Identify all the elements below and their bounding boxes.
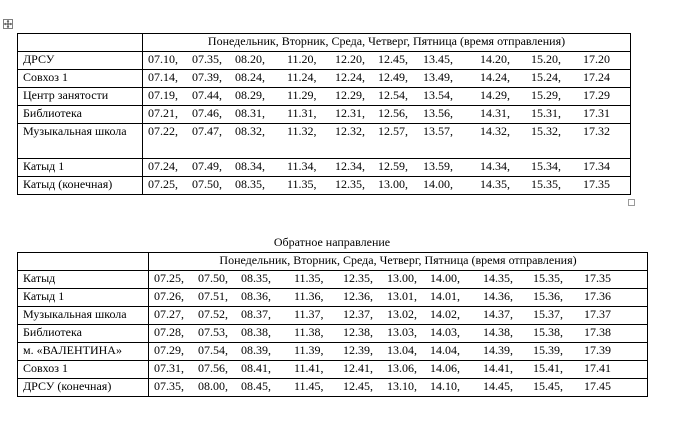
departure-time: 17.35 [584,271,611,285]
departure-time: 12.32, [335,124,365,138]
table-header-row [18,253,648,271]
departure-times-list [154,325,642,339]
table-resize-handle[interactable] [628,199,635,206]
departure-time: 14.29, [480,88,510,102]
departure-time: 14.01, [430,289,460,303]
departure-time: 14.02, [430,307,460,321]
departure-time: 07.24, [148,159,178,173]
departure-time: 08.37, [241,307,271,321]
table-row [18,271,648,289]
departure-time: 07.22, [148,124,178,138]
departure-time: 14.35, [480,177,510,191]
stop-name-cell: Библиотека [18,106,143,124]
departure-time: 07.31, [154,361,184,375]
departure-time: 13.54, [423,88,453,102]
departure-time: 11.41, [294,361,324,375]
departure-time: 17.39 [584,343,611,357]
departure-time: 17.34 [583,159,610,173]
stop-name-cell: Библиотека [18,325,149,343]
departure-time: 17.45 [584,379,611,393]
departure-times-cell [143,124,631,159]
departure-time: 07.50, [198,271,228,285]
departure-time: 07.54, [198,343,228,357]
departure-time: 12.34, [335,159,365,173]
departure-time: 13.56, [423,106,453,120]
departure-time: 14.45, [483,379,513,393]
departure-time: 13.06, [387,361,417,375]
departure-time: 17.29 [583,88,610,102]
departure-time: 08.35, [241,271,271,285]
departure-time: 08.41, [241,361,271,375]
stop-name-cell: Катыд 1 [18,159,143,177]
stop-name-cell: Катыд (конечная) [18,177,143,195]
departure-time: 07.25, [154,271,184,285]
departure-time: 14.38, [483,325,513,339]
departure-time: 07.56, [198,361,228,375]
departure-time: 08.24, [235,70,265,84]
table-row [18,52,631,70]
departure-time: 11.39, [294,343,324,357]
departure-time: 15.37, [533,307,563,321]
stop-name-cell: ДРСУ [18,52,143,70]
departure-time: 13.49, [423,70,453,84]
departure-time: 15.35, [533,271,563,285]
departure-time: 14.20, [480,52,510,66]
departure-time: 13.59, [423,159,453,173]
departure-time: 17.32 [583,124,610,138]
departure-times-cell [143,52,631,70]
stop-name-cell: Катыд [18,271,149,289]
departure-time: 15.36, [533,289,563,303]
departure-time: 15.24, [531,70,561,84]
departure-time: 12.20, [335,52,365,66]
departure-time: 17.38 [584,325,611,339]
table-row [18,361,648,379]
departure-time: 07.51, [198,289,228,303]
departure-time: 12.29, [335,88,365,102]
departure-time: 14.24, [480,70,510,84]
departure-time: 07.46, [192,106,222,120]
stop-name-cell: Центр занятости [18,88,143,106]
departure-time: 11.35, [287,177,317,191]
departure-time: 12.59, [378,159,408,173]
departure-time: 11.31, [287,106,317,120]
departure-times-cell [149,379,648,397]
stop-name-cell: м. «ВАЛЕНТИНА» [18,343,149,361]
stop-name-cell: Музыкальная школа [18,124,143,159]
table-row [18,70,631,88]
departure-time: 08.38, [241,325,271,339]
departure-time: 15.38, [533,325,563,339]
departure-time: 12.35, [343,271,373,285]
departure-time: 15.41, [533,361,563,375]
departure-time: 15.45, [533,379,563,393]
departure-time: 12.37, [343,307,373,321]
departure-times-list [148,124,625,138]
departure-time: 07.25, [148,177,178,191]
departure-time: 14.36, [483,289,513,303]
departure-time: 08.45, [241,379,271,393]
departure-time: 07.21, [148,106,178,120]
table-row [18,343,648,361]
departure-time: 17.37 [584,307,611,321]
departure-time: 14.37, [483,307,513,321]
departure-times-list [148,70,625,84]
departure-times-cell [143,88,631,106]
departure-time: 14.34, [480,159,510,173]
departure-time: 13.10, [387,379,417,393]
move-arrows-icon [4,20,12,28]
table-row [18,106,631,124]
departure-time: 12.36, [343,289,373,303]
departure-time: 07.39, [192,70,222,84]
table-row [18,88,631,106]
departure-time: 11.45, [294,379,324,393]
departure-time: 08.35, [235,177,265,191]
departure-time: 15.31, [531,106,561,120]
table-row [18,307,648,325]
departure-time: 13.02, [387,307,417,321]
reverse-direction-caption: Обратное направление [273,235,391,249]
departure-times-list [148,52,625,66]
departure-times-cell [149,325,648,343]
departure-time: 14.06, [430,361,460,375]
reverse-table-body [18,253,648,397]
stop-name-cell: Совхоз 1 [18,361,149,379]
schedule-table-forward [17,33,631,195]
departure-time: 14.00, [423,177,453,191]
departure-time: 14.31, [480,106,510,120]
departure-time: 07.44, [192,88,222,102]
departure-time: 07.27, [154,307,184,321]
departure-times-list [154,307,642,321]
departure-time: 13.45, [423,52,453,66]
departure-time: 14.39, [483,343,513,357]
departure-times-cell [149,271,648,289]
departure-time: 15.34, [531,159,561,173]
departure-time: 12.31, [335,106,365,120]
departure-times-list [148,159,625,173]
departure-time: 08.36, [241,289,271,303]
departure-time: 11.38, [294,325,324,339]
departure-time: 15.20, [531,52,561,66]
departure-time: 08.31, [235,106,265,120]
departure-time: 12.41, [343,361,373,375]
departure-time: 13.03, [387,325,417,339]
departure-time: 14.41, [483,361,513,375]
departure-time: 08.00, [198,379,228,393]
departure-time: 13.00, [378,177,408,191]
departure-time: 11.34, [287,159,317,173]
departure-times-cell [143,106,631,124]
departure-time: 07.19, [148,88,178,102]
departure-time: 15.35, [531,177,561,191]
departure-time: 15.39, [533,343,563,357]
weekday-header: Понедельник, Вторник, Среда, Четверг, Пятница (время отправления) [143,34,631,52]
departure-time: 11.32, [287,124,317,138]
departure-time: 07.47, [192,124,222,138]
departure-time: 13.00, [387,271,417,285]
departure-time: 17.35 [583,177,610,191]
departure-time: 11.35, [294,271,324,285]
table-row [18,379,648,397]
departure-time: 11.36, [294,289,324,303]
departure-time: 17.20 [583,52,610,66]
departure-time: 08.29, [235,88,265,102]
departure-times-list [154,361,642,375]
header-corner-cell [18,253,149,271]
departure-time: 15.29, [531,88,561,102]
schedule-table-reverse [17,252,648,397]
stop-name-cell: Катыд 1 [18,289,149,307]
table-row [18,124,631,159]
departure-time: 12.24, [335,70,365,84]
stop-name-cell: Музыкальная школа [18,307,149,325]
forward-table-body [18,34,631,195]
table-row [18,325,648,343]
departure-time: 07.10, [148,52,178,66]
table-header-row [18,34,631,52]
departure-time: 13.01, [387,289,417,303]
departure-time: 08.20, [235,52,265,66]
departure-times-cell [149,289,648,307]
departure-time: 07.26, [154,289,184,303]
departure-time: 14.32, [480,124,510,138]
departure-time: 11.29, [287,88,317,102]
departure-time: 07.35, [154,379,184,393]
departure-time: 14.35, [483,271,513,285]
header-corner-cell [18,34,143,52]
departure-time: 13.04, [387,343,417,357]
departure-times-list [154,343,642,357]
departure-time: 12.45, [343,379,373,393]
departure-time: 12.45, [378,52,408,66]
departure-times-list [154,379,642,393]
departure-time: 15.32, [531,124,561,138]
departure-time: 12.49, [378,70,408,84]
departure-times-list [154,271,642,285]
departure-time: 08.32, [235,124,265,138]
stop-name-cell: Совхоз 1 [18,70,143,88]
departure-time: 14.10, [430,379,460,393]
departure-times-cell [149,307,648,325]
departure-time: 07.14, [148,70,178,84]
departure-time: 12.54, [378,88,408,102]
departure-times-cell [143,177,631,195]
departure-time: 17.24 [583,70,610,84]
departure-time: 08.34, [235,159,265,173]
departure-times-cell [149,361,648,379]
table-row [18,177,631,195]
departure-time: 11.20, [287,52,317,66]
departure-time: 14.00, [430,271,460,285]
departure-times-list [148,88,625,102]
departure-time: 12.35, [335,177,365,191]
departure-time: 12.56, [378,106,408,120]
departure-times-cell [143,70,631,88]
departure-time: 17.41 [584,361,611,375]
stop-name-cell: ДРСУ (конечная) [18,379,149,397]
departure-time: 17.36 [584,289,611,303]
table-move-handle[interactable] [3,19,13,29]
departure-time: 07.28, [154,325,184,339]
departure-time: 07.29, [154,343,184,357]
table-row [18,159,631,177]
departure-time: 07.49, [192,159,222,173]
departure-time: 07.50, [192,177,222,191]
departure-time: 13.57, [423,124,453,138]
weekday-header: Понедельник, Вторник, Среда, Четверг, Пятница (время отправления) [149,253,648,271]
departure-times-list [148,177,625,191]
departure-time: 12.57, [378,124,408,138]
departure-time: 07.53, [198,325,228,339]
departure-times-cell [149,343,648,361]
departure-time: 11.24, [287,70,317,84]
departure-time: 14.03, [430,325,460,339]
departure-times-cell [143,159,631,177]
departure-time: 12.38, [343,325,373,339]
departure-time: 17.31 [583,106,610,120]
departure-time: 12.39, [343,343,373,357]
departure-time: 07.35, [192,52,222,66]
table-row [18,289,648,307]
departure-time: 11.37, [294,307,324,321]
departure-times-list [154,289,642,303]
departure-time: 14.04, [430,343,460,357]
departure-time: 08.39, [241,343,271,357]
departure-times-list [148,106,625,120]
departure-time: 07.52, [198,307,228,321]
